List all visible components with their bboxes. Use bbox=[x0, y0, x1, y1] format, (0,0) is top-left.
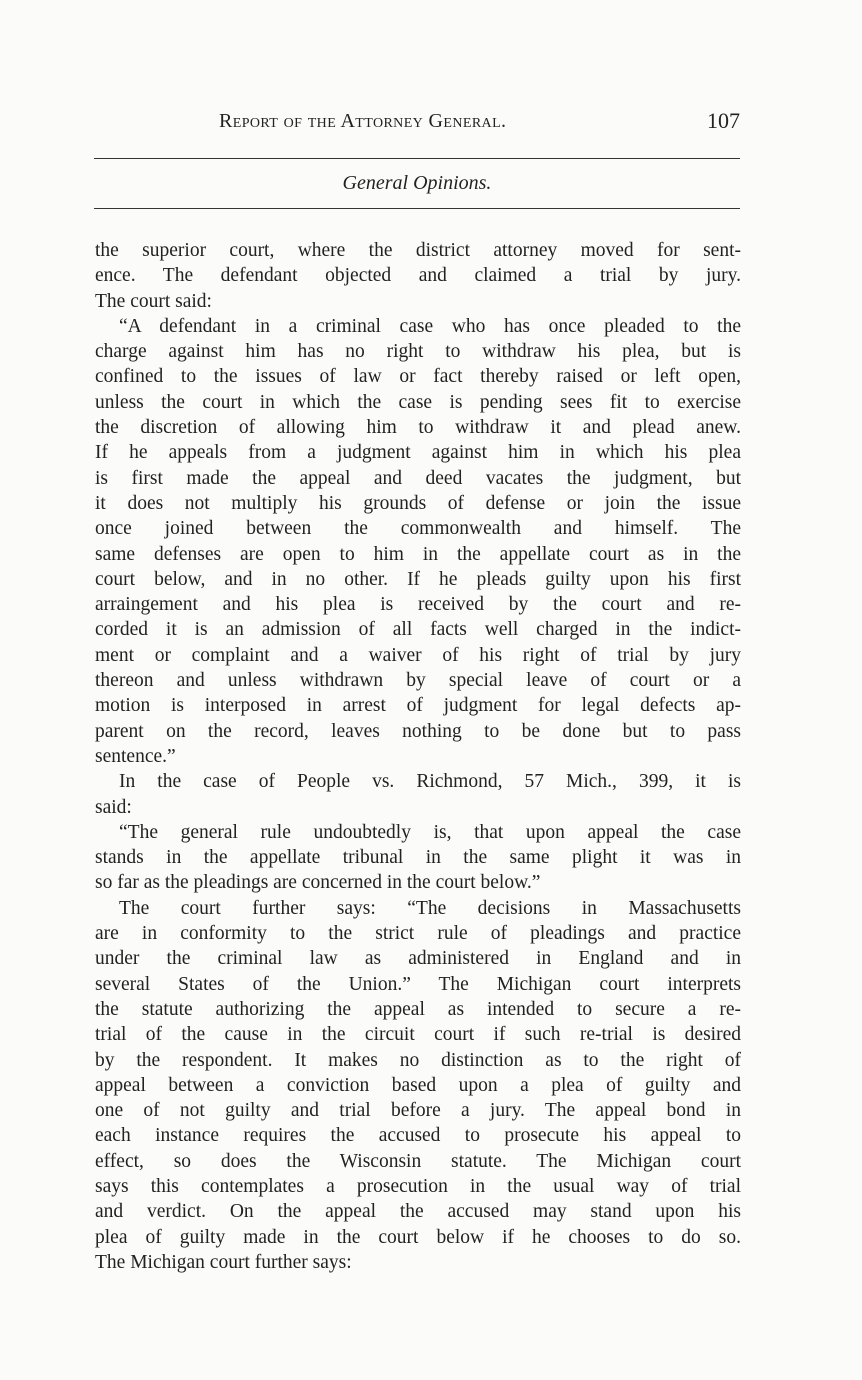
section-heading: General Opinions. bbox=[342, 172, 492, 194]
text-line: If he appeals from a judgment against him in which his plea bbox=[95, 442, 741, 464]
text-line: corded it is an admission of all facts well charged in the indict- bbox=[95, 619, 741, 641]
text-line: “The general rule undoubtedly is, that upon appeal the case bbox=[119, 821, 741, 843]
text-line: the superior court, where the district attorney moved for sent- bbox=[95, 240, 741, 261]
text-line: is first made the appeal and deed vacates the judgment, but bbox=[95, 467, 741, 489]
text-line: sentence.” bbox=[95, 745, 176, 767]
text-line: motion is interposed in arrest of judgment for legal defects ap- bbox=[95, 695, 741, 717]
text-line: thereon and unless withdrawn by special leave of court or a bbox=[95, 670, 741, 692]
text-line: under the criminal law as administered in England and in bbox=[95, 948, 741, 970]
text-line: court below, and in no other. If he pleads guilty upon his first bbox=[95, 568, 741, 590]
text-line: said: bbox=[95, 796, 132, 818]
text-line: ment or complaint and a waiver of his right of trial by jury bbox=[95, 644, 741, 666]
text-line: each instance requires the accused to prosecute his appeal to bbox=[95, 1125, 741, 1147]
text-line: the statute authorizing the appeal as intended to secure a re- bbox=[95, 998, 741, 1020]
header-rule-top bbox=[94, 158, 740, 159]
text-line: appeal between a conviction based upon a plea of guilty and bbox=[95, 1074, 741, 1096]
text-line: are in conformity to the strict rule of pleadings and practice bbox=[95, 923, 741, 945]
text-line: plea of guilty made in the court below if he chooses to do so. bbox=[95, 1226, 741, 1248]
text-line: several States of the Union.” The Michigan court interprets bbox=[95, 973, 741, 995]
text-line: same defenses are open to him in the appellate court as in the bbox=[95, 543, 741, 565]
text-line: ence. The defendant objected and claimed a trial by jury. bbox=[95, 265, 741, 287]
page-number: 107 bbox=[707, 108, 740, 133]
body-text bbox=[95, 238, 741, 1275]
text-line: one of not guilty and trial before a jury. The appeal bond in bbox=[95, 1100, 741, 1122]
running-title: Report of the Attorney General. bbox=[219, 110, 507, 132]
text-line: The court said: bbox=[95, 290, 212, 312]
text-line: The court further says: “The decisions in Massachusetts bbox=[119, 897, 741, 919]
text-line: In the case of People vs. Richmond, 57 Mich., 399, it is bbox=[119, 771, 741, 793]
text-line: unless the court in which the case is pending sees fit to exercise bbox=[95, 391, 741, 413]
text-line: once joined between the commonwealth and himself. The bbox=[95, 518, 741, 540]
text-line: trial of the cause in the circuit court if such re-trial is desired bbox=[95, 1024, 741, 1046]
header-rule-bottom bbox=[94, 208, 740, 209]
text-line: confined to the issues of law or fact thereby raised or left open, bbox=[95, 366, 741, 388]
text-line: stands in the appellate tribunal in the same plight it was in bbox=[95, 847, 741, 869]
text-line: arraingement and his plea is received by the court and re- bbox=[95, 594, 741, 616]
text-line: effect, so does the Wisconsin statute. The Michigan court bbox=[95, 1150, 741, 1172]
text-line: the discretion of allowing him to withdraw it and plead anew. bbox=[95, 417, 741, 439]
text-line: so far as the pleadings are concerned in the court below.” bbox=[95, 872, 541, 894]
text-line: it does not multiply his grounds of defense or join the issue bbox=[95, 492, 741, 514]
text-line: parent on the record, leaves nothing to be done but to pass bbox=[95, 720, 741, 742]
text-line: and verdict. On the appeal the accused may stand upon his bbox=[95, 1201, 741, 1223]
text-line: says this contemplates a prosecution in the usual way of trial bbox=[95, 1175, 741, 1197]
text-line: charge against him has no right to withdraw his plea, but is bbox=[95, 341, 741, 363]
text-line: The Michigan court further says: bbox=[95, 1251, 352, 1273]
running-header bbox=[94, 106, 740, 138]
text-line: by the respondent. It makes no distinction as to the right of bbox=[95, 1049, 741, 1071]
text-line: “A defendant in a criminal case who has once pleaded to the bbox=[119, 315, 741, 337]
